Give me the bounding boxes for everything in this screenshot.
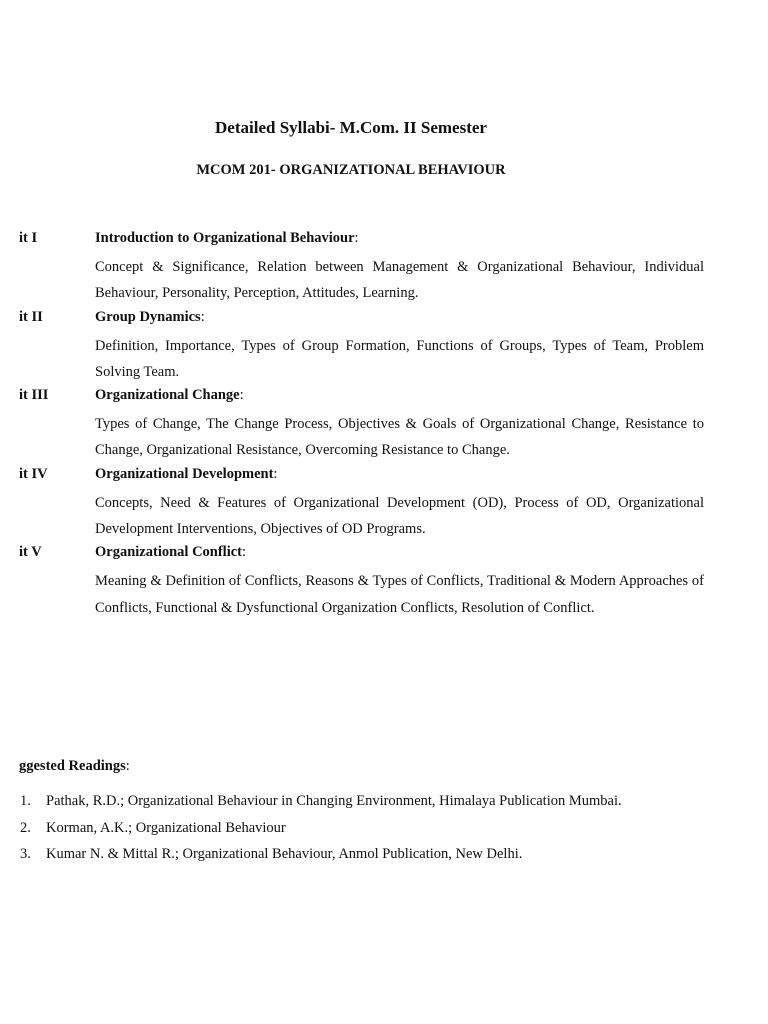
list-item bbox=[20, 817, 760, 844]
unit-topics: Types of Change, The Change Process, Objectives & Goals of Organizational Change, Resistance to Change, Organizational Resistance, Overcoming Resistance to Change. bbox=[95, 416, 704, 459]
reading-citation: Pathak, R.D.; Organizational Behaviour in Changing Environment, Himalaya Publication Mumbai. bbox=[46, 793, 622, 809]
suggested-readings-heading: ggested Readings: bbox=[19, 758, 130, 774]
unit-topics: Meaning & Definition of Conflicts, Reasons & Types of Conflicts, Traditional & Modern Approaches of Conflicts, Functional & Dysfunctional Organization Conflicts, Resolution of Conflict. bbox=[95, 573, 704, 616]
unit-label: it IV bbox=[19, 465, 48, 482]
unit-2 bbox=[0, 307, 768, 386]
list-number: 2. bbox=[20, 819, 31, 836]
unit-heading: Introduction to Organizational Behaviour: bbox=[95, 230, 359, 246]
page-title: Detailed Syllabi- M.Com. II Semester bbox=[215, 118, 487, 137]
list-item bbox=[20, 790, 760, 817]
list-number: 1. bbox=[20, 793, 31, 809]
unit-label: it III bbox=[19, 387, 49, 404]
list-item bbox=[20, 843, 760, 870]
unit-topics: Concept & Significance, Relation between Management & Organizational Behaviour, Individual Behaviour, Personality, Perception, Attitudes, Learning. bbox=[95, 259, 704, 302]
unit-4 bbox=[0, 464, 768, 543]
unit-1 bbox=[0, 228, 768, 307]
unit-topics: Concepts, Need & Features of Organizational Development (OD), Process of OD, Organizational Development Interventions, Objectives of OD Programs. bbox=[95, 494, 704, 538]
unit-topics: Definition, Importance, Types of Group Formation, Functions of Groups, Types of Team, Problem Solving Team. bbox=[95, 337, 704, 380]
unit-5 bbox=[0, 542, 768, 621]
suggested-readings-list bbox=[20, 790, 760, 870]
unit-heading: Organizational Development: bbox=[95, 465, 278, 482]
reading-citation: Kumar N. & Mittal R.; Organizational Behaviour, Anmol Publication, New Delhi. bbox=[46, 846, 523, 862]
units-section bbox=[0, 228, 768, 621]
unit-heading: Organizational Conflict: bbox=[95, 544, 247, 561]
course-title: MCOM 201- ORGANIZATIONAL BEHAVIOUR bbox=[196, 162, 506, 178]
unit-3 bbox=[0, 385, 768, 464]
list-number: 3. bbox=[20, 846, 31, 862]
unit-heading: Group Dynamics: bbox=[95, 308, 205, 325]
unit-label: it II bbox=[19, 308, 43, 325]
unit-label: it V bbox=[19, 544, 42, 561]
unit-heading: Organizational Change: bbox=[95, 387, 244, 404]
reading-citation: Korman, A.K.; Organizational Behaviour bbox=[46, 819, 286, 836]
unit-label: it I bbox=[19, 230, 38, 246]
